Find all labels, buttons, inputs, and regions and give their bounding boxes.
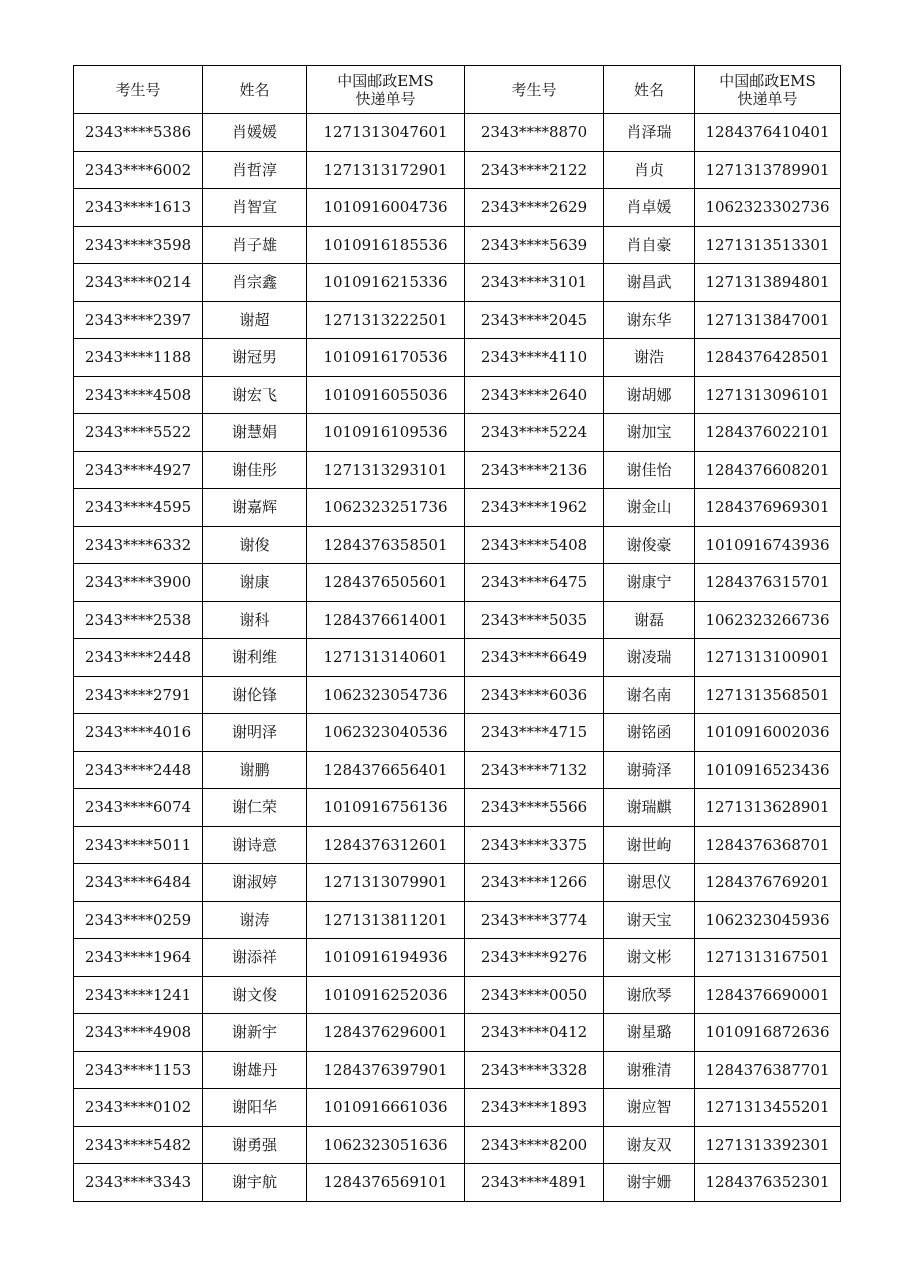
name-cell: 谢勇强 — [203, 1126, 307, 1164]
name-cell: 肖宗鑫 — [203, 264, 307, 302]
name-cell: 肖卓媛 — [604, 189, 695, 227]
exam-id-cell: 2343****5566 — [465, 789, 604, 827]
name-cell: 肖智宣 — [203, 189, 307, 227]
exam-id-cell: 2343****0102 — [74, 1089, 203, 1127]
table-row — [74, 264, 841, 302]
exam-id-cell: 2343****4595 — [74, 489, 203, 527]
ems-number-cell: 1284376656401 — [307, 751, 465, 789]
ems-number-cell: 1284376569101 — [307, 1164, 465, 1202]
table-row — [74, 751, 841, 789]
name-cell: 谢鹏 — [203, 751, 307, 789]
exam-id-cell: 2343****3375 — [465, 826, 604, 864]
name-cell: 谢应智 — [604, 1089, 695, 1127]
ems-number-cell: 1010916185536 — [307, 226, 465, 264]
exam-id-cell: 2343****0050 — [465, 976, 604, 1014]
name-cell: 谢利维 — [203, 639, 307, 677]
name-cell: 谢雄丹 — [203, 1051, 307, 1089]
ems-number-cell: 1271313172901 — [307, 151, 465, 189]
ems-number-cell: 1284376769201 — [695, 864, 841, 902]
exam-id-cell: 2343****3328 — [465, 1051, 604, 1089]
exam-id-cell: 2343****2538 — [74, 601, 203, 639]
ems-number-cell: 1010916252036 — [307, 976, 465, 1014]
ems-number-cell: 1010916661036 — [307, 1089, 465, 1127]
table-row — [74, 976, 841, 1014]
name-cell: 谢天宝 — [604, 901, 695, 939]
name-cell: 谢名南 — [604, 676, 695, 714]
ems-number-cell: 1271313293101 — [307, 451, 465, 489]
table-row — [74, 226, 841, 264]
name-cell: 谢康宁 — [604, 564, 695, 602]
ems-number-cell: 1062323054736 — [307, 676, 465, 714]
exam-id-cell: 2343****5482 — [74, 1126, 203, 1164]
table-row — [74, 1089, 841, 1127]
ems-number-cell: 1062323266736 — [695, 601, 841, 639]
exam-id-cell: 2343****4908 — [74, 1014, 203, 1052]
ems-number-cell: 1010916872636 — [695, 1014, 841, 1052]
exam-id-cell: 2343****2640 — [465, 376, 604, 414]
ems-number-cell: 1010916002036 — [695, 714, 841, 752]
ems-number-cell: 1271313847001 — [695, 301, 841, 339]
ems-number-cell: 1271313096101 — [695, 376, 841, 414]
name-cell: 谢欣琴 — [604, 976, 695, 1014]
table-row — [74, 189, 841, 227]
ems-number-cell: 1271313079901 — [307, 864, 465, 902]
name-cell: 谢铭函 — [604, 714, 695, 752]
exam-id-cell: 2343****4110 — [465, 339, 604, 377]
name-cell: 谢宇航 — [203, 1164, 307, 1202]
exam-id-cell: 2343****3900 — [74, 564, 203, 602]
name-cell: 谢世岣 — [604, 826, 695, 864]
ems-number-cell: 1062323251736 — [307, 489, 465, 527]
header-exam-id-2: 考生号 — [465, 66, 604, 114]
table-row — [74, 676, 841, 714]
name-cell: 谢雅清 — [604, 1051, 695, 1089]
exam-id-cell: 2343****0412 — [465, 1014, 604, 1052]
table-row — [74, 151, 841, 189]
table-row — [74, 601, 841, 639]
name-cell: 谢加宝 — [604, 414, 695, 452]
ems-number-cell: 1271313222501 — [307, 301, 465, 339]
exam-id-cell: 2343****9276 — [465, 939, 604, 977]
name-cell: 谢伦锋 — [203, 676, 307, 714]
ems-number-cell: 1271313894801 — [695, 264, 841, 302]
exam-id-cell: 2343****4891 — [465, 1164, 604, 1202]
table-row — [74, 526, 841, 564]
ems-roster-table — [73, 65, 841, 1202]
exam-id-cell: 2343****1893 — [465, 1089, 604, 1127]
exam-id-cell: 2343****5011 — [74, 826, 203, 864]
ems-number-cell: 1010916194936 — [307, 939, 465, 977]
table-row — [74, 939, 841, 977]
ems-number-cell: 1271313811201 — [307, 901, 465, 939]
exam-id-cell: 2343****2136 — [465, 451, 604, 489]
exam-id-cell: 2343****1266 — [465, 864, 604, 902]
ems-number-cell: 1284376368701 — [695, 826, 841, 864]
exam-id-cell: 2343****2448 — [74, 639, 203, 677]
table-row — [74, 114, 841, 152]
ems-number-cell: 1010916004736 — [307, 189, 465, 227]
table-row — [74, 826, 841, 864]
ems-number-cell: 1010916215336 — [307, 264, 465, 302]
name-cell: 谢金山 — [604, 489, 695, 527]
ems-number-cell: 1271313392301 — [695, 1126, 841, 1164]
ems-number-cell: 1284376608201 — [695, 451, 841, 489]
exam-id-cell: 2343****7132 — [465, 751, 604, 789]
table-row — [74, 564, 841, 602]
name-cell: 谢骑泽 — [604, 751, 695, 789]
name-cell: 谢添祥 — [203, 939, 307, 977]
header-ems-line2-2: 快递单号 — [737, 89, 798, 108]
exam-id-cell: 2343****4508 — [74, 376, 203, 414]
exam-id-cell: 2343****8200 — [465, 1126, 604, 1164]
name-cell: 谢诗意 — [203, 826, 307, 864]
ems-number-cell: 1010916743936 — [695, 526, 841, 564]
exam-id-cell: 2343****5522 — [74, 414, 203, 452]
ems-number-cell: 1271313789901 — [695, 151, 841, 189]
exam-id-cell: 2343****6036 — [465, 676, 604, 714]
table-row — [74, 1126, 841, 1164]
exam-id-cell: 2343****0214 — [74, 264, 203, 302]
header-ems-number-2 — [695, 66, 841, 114]
exam-id-cell: 2343****6484 — [74, 864, 203, 902]
name-cell: 谢凌瑞 — [604, 639, 695, 677]
table-row — [74, 451, 841, 489]
exam-id-cell: 2343****0259 — [74, 901, 203, 939]
exam-id-cell: 2343****5224 — [465, 414, 604, 452]
ems-number-cell: 1062323040536 — [307, 714, 465, 752]
table-row — [74, 339, 841, 377]
name-cell: 谢超 — [203, 301, 307, 339]
table-row — [74, 1164, 841, 1202]
exam-id-cell: 2343****3598 — [74, 226, 203, 264]
ems-number-cell: 1284376352301 — [695, 1164, 841, 1202]
name-cell: 肖哲淳 — [203, 151, 307, 189]
name-cell: 谢宇姗 — [604, 1164, 695, 1202]
exam-id-cell: 2343****1188 — [74, 339, 203, 377]
name-cell: 谢新宇 — [203, 1014, 307, 1052]
header-ems-line1-2: 中国邮政EMS — [719, 71, 816, 90]
name-cell: 谢文俊 — [203, 976, 307, 1014]
exam-id-cell: 2343****5639 — [465, 226, 604, 264]
ems-number-cell: 1010916523436 — [695, 751, 841, 789]
exam-id-cell: 2343****5386 — [74, 114, 203, 152]
table-row — [74, 789, 841, 827]
name-cell: 谢俊豪 — [604, 526, 695, 564]
exam-id-cell: 2343****6649 — [465, 639, 604, 677]
ems-number-cell: 1271313568501 — [695, 676, 841, 714]
exam-id-cell: 2343****2045 — [465, 301, 604, 339]
exam-id-cell: 2343****4016 — [74, 714, 203, 752]
ems-number-cell: 1284376296001 — [307, 1014, 465, 1052]
name-cell: 谢思仪 — [604, 864, 695, 902]
table-row — [74, 714, 841, 752]
name-cell: 谢文彬 — [604, 939, 695, 977]
exam-id-cell: 2343****6002 — [74, 151, 203, 189]
name-cell: 肖媛媛 — [203, 114, 307, 152]
name-cell: 谢仁荣 — [203, 789, 307, 827]
ems-number-cell: 1284376315701 — [695, 564, 841, 602]
ems-number-cell: 1271313100901 — [695, 639, 841, 677]
header-ems-line1: 中国邮政EMS — [337, 71, 434, 90]
name-cell: 谢浩 — [604, 339, 695, 377]
name-cell: 谢慧娟 — [203, 414, 307, 452]
ems-number-cell: 1062323051636 — [307, 1126, 465, 1164]
exam-id-cell: 2343****2791 — [74, 676, 203, 714]
exam-id-cell: 2343****1153 — [74, 1051, 203, 1089]
exam-id-cell: 2343****2448 — [74, 751, 203, 789]
ems-number-cell: 1271313455201 — [695, 1089, 841, 1127]
ems-number-cell: 1271313513301 — [695, 226, 841, 264]
ems-number-cell: 1010916170536 — [307, 339, 465, 377]
name-cell: 肖贞 — [604, 151, 695, 189]
name-cell: 谢科 — [203, 601, 307, 639]
header-exam-id: 考生号 — [74, 66, 203, 114]
name-cell: 谢昌武 — [604, 264, 695, 302]
exam-id-cell: 2343****2629 — [465, 189, 604, 227]
table-row — [74, 1014, 841, 1052]
ems-number-cell: 1010916756136 — [307, 789, 465, 827]
header-name-2: 姓名 — [604, 66, 695, 114]
exam-id-cell: 2343****1613 — [74, 189, 203, 227]
exam-id-cell: 2343****4715 — [465, 714, 604, 752]
header-name: 姓名 — [203, 66, 307, 114]
ems-number-cell: 1284376397901 — [307, 1051, 465, 1089]
exam-id-cell: 2343****2397 — [74, 301, 203, 339]
exam-id-cell: 2343****6074 — [74, 789, 203, 827]
ems-number-cell: 1271313628901 — [695, 789, 841, 827]
roster-body — [74, 114, 841, 1202]
exam-id-cell: 2343****3101 — [465, 264, 604, 302]
table-row — [74, 301, 841, 339]
exam-id-cell: 2343****2122 — [465, 151, 604, 189]
header-ems-line2: 快递单号 — [355, 89, 416, 108]
name-cell: 谢嘉辉 — [203, 489, 307, 527]
table-row — [74, 901, 841, 939]
ems-number-cell: 1284376358501 — [307, 526, 465, 564]
table-row — [74, 414, 841, 452]
header-ems-number — [307, 66, 465, 114]
exam-id-cell: 2343****6475 — [465, 564, 604, 602]
exam-id-cell: 2343****1964 — [74, 939, 203, 977]
exam-id-cell: 2343****3343 — [74, 1164, 203, 1202]
name-cell: 谢磊 — [604, 601, 695, 639]
table-row — [74, 864, 841, 902]
name-cell: 谢明泽 — [203, 714, 307, 752]
exam-id-cell: 2343****5408 — [465, 526, 604, 564]
name-cell: 谢阳华 — [203, 1089, 307, 1127]
exam-id-cell: 2343****8870 — [465, 114, 604, 152]
ems-number-cell: 1284376312601 — [307, 826, 465, 864]
name-cell: 肖自豪 — [604, 226, 695, 264]
name-cell: 谢俊 — [203, 526, 307, 564]
name-cell: 谢友双 — [604, 1126, 695, 1164]
name-cell: 谢康 — [203, 564, 307, 602]
ems-number-cell: 1062323045936 — [695, 901, 841, 939]
name-cell: 谢佳怡 — [604, 451, 695, 489]
exam-id-cell: 2343****1962 — [465, 489, 604, 527]
header-row — [74, 66, 841, 114]
name-cell: 谢东华 — [604, 301, 695, 339]
ems-number-cell: 1284376387701 — [695, 1051, 841, 1089]
name-cell: 肖泽瑞 — [604, 114, 695, 152]
table-row — [74, 376, 841, 414]
ems-number-cell: 1284376614001 — [307, 601, 465, 639]
ems-number-cell: 1010916109536 — [307, 414, 465, 452]
name-cell: 谢冠男 — [203, 339, 307, 377]
ems-number-cell: 1284376410401 — [695, 114, 841, 152]
ems-number-cell: 1271313047601 — [307, 114, 465, 152]
ems-number-cell: 1271313140601 — [307, 639, 465, 677]
table-row — [74, 639, 841, 677]
exam-id-cell: 2343****3774 — [465, 901, 604, 939]
ems-number-cell: 1062323302736 — [695, 189, 841, 227]
ems-number-cell: 1284376969301 — [695, 489, 841, 527]
exam-id-cell: 2343****4927 — [74, 451, 203, 489]
name-cell: 谢胡娜 — [604, 376, 695, 414]
ems-number-cell: 1010916055036 — [307, 376, 465, 414]
exam-id-cell: 2343****1241 — [74, 976, 203, 1014]
exam-id-cell: 2343****5035 — [465, 601, 604, 639]
ems-number-cell: 1284376022101 — [695, 414, 841, 452]
name-cell: 谢宏飞 — [203, 376, 307, 414]
ems-number-cell: 1284376428501 — [695, 339, 841, 377]
ems-number-cell: 1284376690001 — [695, 976, 841, 1014]
name-cell: 谢佳彤 — [203, 451, 307, 489]
table-row — [74, 1051, 841, 1089]
table-row — [74, 489, 841, 527]
name-cell: 谢涛 — [203, 901, 307, 939]
ems-number-cell: 1271313167501 — [695, 939, 841, 977]
exam-id-cell: 2343****6332 — [74, 526, 203, 564]
name-cell: 谢淑婷 — [203, 864, 307, 902]
name-cell: 肖子雄 — [203, 226, 307, 264]
name-cell: 谢瑞麒 — [604, 789, 695, 827]
ems-number-cell: 1284376505601 — [307, 564, 465, 602]
name-cell: 谢星璐 — [604, 1014, 695, 1052]
